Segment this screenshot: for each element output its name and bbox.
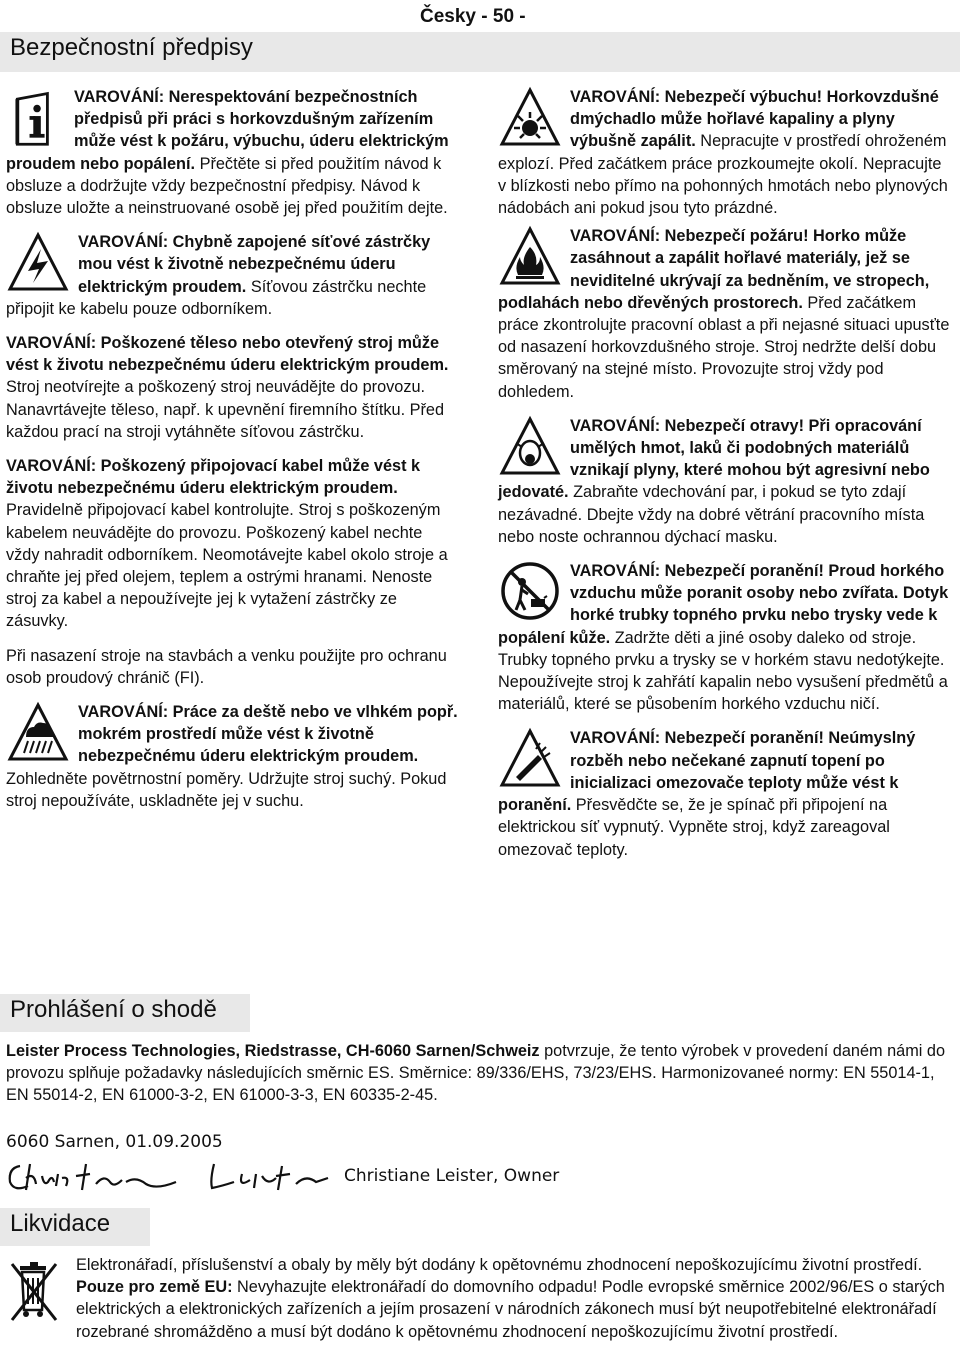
warning-rain-text: Zohledněte povětrnostní poměry. Udržujte stroj suchý. Pokud stroj nepoužíváte, uskladněte jej v suchu. bbox=[6, 769, 447, 810]
left-column bbox=[6, 86, 458, 812]
warning-plug-text: Síťovou zástrčku nechte připojit ke kabelu pouze odborníkem. bbox=[6, 277, 427, 318]
warning-general bbox=[6, 86, 458, 219]
warning-poison-text: Zabraňte vdechování par, i pokud se tyto zdají nezávadné. Dbejte vždy na dobré větrání pracovního místa nebo noste ochrannou dýchací masku. bbox=[498, 483, 925, 546]
electric-shock-warning-icon bbox=[6, 231, 70, 293]
warning-hot-air-text: Zadržte děti a jiné osoby daleko od stroje. Trubky topného prvku a trysky se v horkém stavu nedotýkejte. Nepoužívejte stroj k zahřátí kapalin nebo vysušení předmětů a materiálů, které se působením horkého vzduchu ničí. bbox=[498, 628, 948, 714]
info-manual-icon bbox=[6, 86, 66, 152]
residual-current-note: Při nasazení stroje na stavbách a venku použijte pro ochranu osob proudový chránič (FI). bbox=[6, 646, 447, 687]
disposal-text-2: Nevyhazujte elektronářadí do domovního odpadu! Podle evropské směrnice 2002/96/ES o starých elektrických a elektronických zařízeních a jejím prosazení v národních zákonech musí být neupotřebitelné elektronářadí rozebrané shromážděno a musí být dodáno k opětovnému zhodnocení nepoškozujícímu životní prostředí. bbox=[76, 1278, 945, 1341]
fire-warning-icon bbox=[498, 225, 562, 287]
disposal-text bbox=[76, 1254, 954, 1343]
warning-housing bbox=[6, 332, 458, 443]
warning-explosion bbox=[498, 86, 954, 219]
warning-restart-text: Přesvědčte se, že je spínač při připojení na elektrickou síť vypnutý. Vypněte stroj, když zareagoval omezovač teploty. bbox=[498, 796, 890, 859]
rain-warning-icon bbox=[6, 701, 70, 763]
warning-plug bbox=[6, 231, 458, 320]
warning-cable bbox=[6, 455, 458, 633]
warning-fire-bold: VAROVÁNÍ: Nebezpečí požáru! Horko může zasáhnout a zapálit hořlavé materiály, jež se neviditelné ukrývají za bedněním, ve stropech, podlahách nebo dřevěných prostorech. bbox=[498, 227, 930, 312]
declaration-body: potvrzuje, že tento výrobek v provedení daném námi do provozu splňuje požadavky následujících směrnic ES. Směrnice: 89/336/EHS, 73/23/EHS. Harmonizovaneé normy: EN 55014-1, EN 55014-2, EN 61000-3-2, EN 61000-3-3, EN 60335-2-45. bbox=[6, 1042, 946, 1105]
right-column bbox=[498, 86, 954, 861]
warning-explosion-bold: VAROVÁNÍ: Nebezpečí výbuchu! Horkovzdušné dmýchadlo může hořlavé kapaliny a plyny výbušně zapálit. bbox=[570, 88, 939, 151]
warning-cable-bold: VAROVÁNÍ: Poškozený připojovací kabel může vést k životu nebezpečnému úderu elektrickým proudem. bbox=[6, 457, 421, 498]
warning-hot-air bbox=[498, 560, 954, 715]
warning-general-text: Přečtěte si před použitím návod k obsluze a dodržujte vždy bezpečnostní předpisy. Návod k obsluze uložte a neinstruované osobě jej před použitím dejte. bbox=[6, 154, 448, 218]
section-title-declaration: Prohlášení o shodě bbox=[0, 994, 250, 1032]
disposal-text-1: Elektronářadí, příslušenství a obaly by měly být dodány k opětovnému zhodnocení nepoškozujícímu životní prostředí. bbox=[76, 1256, 923, 1274]
declaration-company: Leister Process Technologies, Riedstrasse, CH-6060 Sarnen/Schweiz bbox=[6, 1042, 540, 1060]
crossed-out-wheelie-bin-icon bbox=[6, 1256, 62, 1328]
warning-rain-bold: VAROVÁNÍ: Práce za deště nebo ve vlhkém popř. mokrém prostředí může vést k životně nebezpečnému úderu elektrickým proudem. bbox=[78, 703, 458, 766]
warning-fire bbox=[498, 225, 954, 403]
warning-restart bbox=[498, 727, 954, 860]
signer-name: Christiane Leister, Owner bbox=[344, 1166, 560, 1186]
warning-rain bbox=[6, 701, 458, 812]
warning-fire-text: Před začátkem práce zkontrolujte pracovní oblast a při nejasné situaci upusťte od nasazení horkovzdušného stroje. Stroj nedržte delší dobu směrovaný na stejné místo. Provozujte stroj vždy pod dohledem. bbox=[498, 293, 950, 401]
declaration-text bbox=[6, 1040, 954, 1107]
warning-plug-bold: VAROVÁNÍ: Chybně zapojené síťové zástrčky mou vést k životně nebezpečnému úderu elektrickým proudem. bbox=[78, 233, 431, 296]
section-title-safety: Bezpečnostní předpisy bbox=[0, 32, 960, 72]
warning-hot-air-bold: VAROVÁNÍ: Nebezpečí poranění! Proud horkého vzduchu může poranit osoby nebo zvířata. Dotyk horké trubky topného prvku nebo trysky vede k popálení kůže. bbox=[498, 562, 949, 647]
warning-explosion-text: Nepracujte v prostředí ohroženém explozí. Před začátkem práce prozkoumejte okolí. Nepracujte v blízkosti nebo přímo na pohonných hmotách nebo plynových nádobách ani pokud jsou tyto prázdné. bbox=[498, 132, 948, 218]
warning-cable-text: Pravidelně připojovací kabel kontrolujte. Stroj s poškozeným kabelem neuvádějte do provozu. Poškozený kabel nechte vždy nahradit odborníkem. Neomotávejte kabel okolo stroje a chraňte jej před olejem, teplem a ostrými hranami. Nenoste stroj za kabel a nepoužívejte jej k vytažení zástrčky ze zásuvky. bbox=[6, 501, 448, 631]
respirator-mask-warning-icon bbox=[498, 415, 562, 477]
handwritten-signature bbox=[6, 1156, 336, 1196]
warning-poison bbox=[498, 415, 954, 548]
explosion-warning-icon bbox=[498, 86, 562, 148]
page-header: Česky - 50 - bbox=[420, 6, 526, 27]
warning-restart-bold: VAROVÁNÍ: Nebezpečí poranění! Neúmyslný rozběh nebo nečekané zapnutí topení po inicializaci omezovače teploty může vést k poranění. bbox=[498, 729, 916, 815]
warning-general-bold: VAROVÁNÍ: Nerespektování bezpečnostních předpisů při práci s horkovzdušným zařízením může vést k požáru, výbuchu, úderu elektrickým proudem nebo popálení. bbox=[6, 88, 449, 173]
section-title-disposal: Likvidace bbox=[0, 1208, 150, 1246]
place-date: 6060 Sarnen, 01.09.2005 bbox=[6, 1132, 223, 1152]
warning-housing-text: Stroj neotvírejte a poškozený stroj neuvádějte do provozu. Nanavrtávejte těleso, např. k upevnění firemního štítku. Před každou prací na stroji vytáhněte síťovou zástrčku. bbox=[6, 378, 445, 441]
no-persons-animals-icon bbox=[498, 560, 562, 622]
hot-air-tool-warning-icon bbox=[498, 727, 562, 789]
warning-poison-bold: VAROVÁNÍ: Nebezpečí otravy! Při opracování umělých hmot, laků či podobných materiálů vznikají plyny, které mohou být agresivní nebo jedovaté. bbox=[498, 416, 930, 502]
disposal-eu-only: Pouze pro země EU: bbox=[76, 1278, 233, 1297]
warning-housing-bold: VAROVÁNÍ: Poškozené těleso nebo otevřený stroj může vést k životu nebezpečnému úderu elektrickým proudem. bbox=[6, 334, 449, 375]
signature-text: Christiane Leister bbox=[6, 1156, 14, 1157]
